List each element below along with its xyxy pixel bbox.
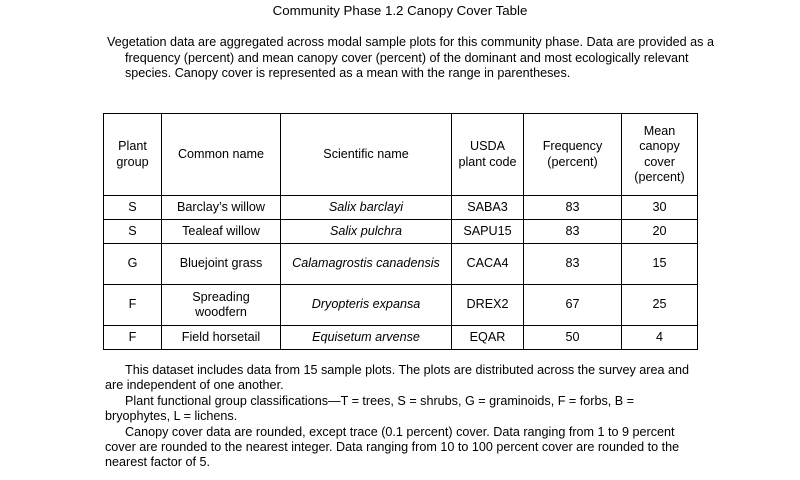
header-mean-canopy-cover: Mean canopy cover (percent) bbox=[622, 114, 698, 196]
cell-frequency: 83 bbox=[524, 244, 622, 285]
table-row bbox=[104, 196, 698, 220]
table-row bbox=[104, 285, 698, 326]
table-row bbox=[104, 326, 698, 350]
cell-canopy-cover: 25 bbox=[622, 285, 698, 326]
cell-plant-group: F bbox=[104, 285, 162, 326]
cell-usda-code: EQAR bbox=[452, 326, 524, 350]
note-rounding: Canopy cover data are rounded, except trace (0.1 percent) cover. Data ranging from 1 to 9 percent cover are rounded to the nearest integer. Data ranging from 10 to 100 percent cover are rounded to the nearest factor of 5. bbox=[105, 424, 680, 470]
cell-common-name: Tealeaf willow bbox=[162, 220, 281, 244]
header-common-name: Common name bbox=[162, 114, 281, 196]
cell-frequency: 83 bbox=[524, 196, 622, 220]
cell-scientific-name: Calamagrostis canadensis bbox=[281, 244, 452, 285]
canopy-cover-table bbox=[103, 113, 698, 350]
cell-canopy-cover: 20 bbox=[622, 220, 698, 244]
table-row bbox=[104, 244, 698, 285]
cell-frequency: 50 bbox=[524, 326, 622, 350]
cell-usda-code: SABA3 bbox=[452, 196, 524, 220]
cell-plant-group: F bbox=[104, 326, 162, 350]
cell-usda-code: SAPU15 bbox=[452, 220, 524, 244]
note-functional-groups: Plant functional group classifications—T = trees, S = shrubs, G = graminoids, F = forbs, B = bryophytes, L = lichens. bbox=[105, 393, 635, 424]
header-usda-plant-code: USDA plant code bbox=[452, 114, 524, 196]
cell-scientific-name: Dryopteris expansa bbox=[281, 285, 452, 326]
cell-plant-group: G bbox=[104, 244, 162, 285]
notes-section bbox=[105, 363, 695, 471]
header-scientific-name: Scientific name bbox=[281, 114, 452, 196]
cell-canopy-cover: 4 bbox=[622, 326, 698, 350]
page-title: Community Phase 1.2 Canopy Cover Table bbox=[272, 3, 528, 18]
cell-common-name: Spreading woodfern bbox=[162, 285, 281, 326]
cell-common-name: Barclay’s willow bbox=[162, 196, 281, 220]
cell-usda-code: DREX2 bbox=[452, 285, 524, 326]
cell-plant-group: S bbox=[104, 196, 162, 220]
cell-scientific-name: Equisetum arvense bbox=[281, 326, 452, 350]
cell-common-name: Bluejoint grass bbox=[162, 244, 281, 285]
header-frequency: Frequency (percent) bbox=[524, 114, 622, 196]
cell-frequency: 67 bbox=[524, 285, 622, 326]
cell-scientific-name: Salix pulchra bbox=[281, 220, 452, 244]
table-header-row bbox=[104, 114, 698, 196]
cell-scientific-name: Salix barclayi bbox=[281, 196, 452, 220]
cell-common-name: Field horsetail bbox=[162, 326, 281, 350]
cell-canopy-cover: 30 bbox=[622, 196, 698, 220]
intro-paragraph: Vegetation data are aggregated across modal sample plots for this community phase. Data are provided as a frequency (percent) and mean canopy cover (percent) of the dominant and most ecologically relevant species. Canopy cover is represented as a mean with the range in parentheses. bbox=[107, 35, 714, 81]
table-row bbox=[104, 220, 698, 244]
cell-canopy-cover: 15 bbox=[622, 244, 698, 285]
cell-frequency: 83 bbox=[524, 220, 622, 244]
cell-plant-group: S bbox=[104, 220, 162, 244]
header-plant-group: Plant group bbox=[104, 114, 162, 196]
cell-usda-code: CACA4 bbox=[452, 244, 524, 285]
note-sample-plots: This dataset includes data from 15 sample plots. The plots are distributed across the survey area and are independent of one another. bbox=[105, 363, 689, 393]
